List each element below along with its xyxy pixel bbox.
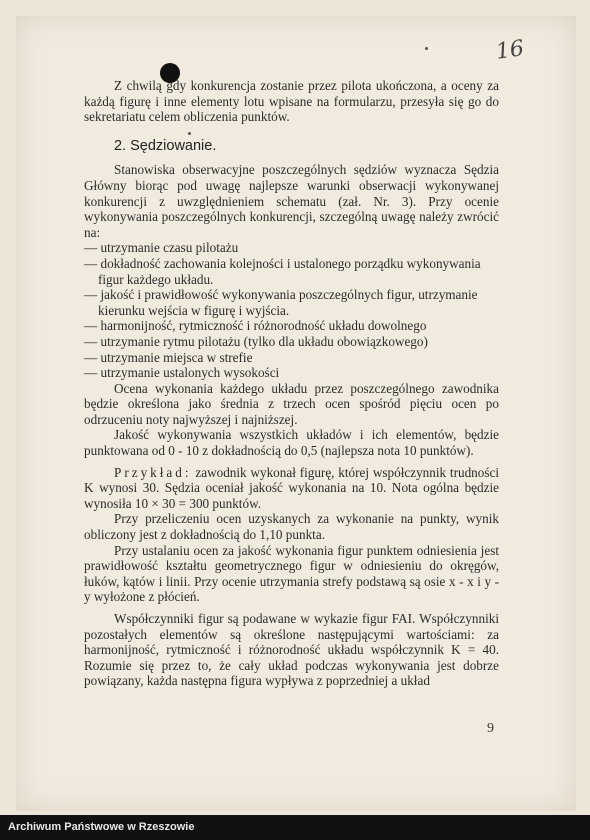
list-item: — utrzymanie rytmu pilotażu (tylko dla układu obowiązkowego) [84, 333, 428, 349]
page-number: 9 [487, 721, 494, 736]
list-item: — harmonijność, rytmiczność i różnorodność układu dowolnego [84, 318, 427, 334]
intro-paragraph: Z chwilą gdy konkurencja zostanie przez pilota ukończona, a oceny za każdą figurę i inne elementy lotu wpisane na formularzu, przesyła się go do sekretariatu celem obliczenia punktów. [84, 78, 499, 125]
paragraph-scoring-scale: Jakość wykonywania wszystkich układów i ich elementów, będzie punktowana od 0 - 10 z dokładnością do 0,5 (najlepsza nota 10 punktów). [84, 427, 499, 459]
paragraph-average-score: Ocena wykonania każdego układu przez poszczególnego zawodnika będzie określona jako średnia z trzech ocen spośród pięciu ocen po odrzuceniu noty najwyższej i najniższej. [84, 380, 499, 427]
list-item: — dokładność zachowania kolejności i ustalonego porządku wykonywania figur każdego układu. [84, 255, 481, 287]
example-paragraph [84, 465, 499, 512]
example-label: Przykład: [114, 464, 192, 480]
paragraph-judging-positions: Stanowiska obserwacyjne poszczególnych sędziów wyznacza Sędzia Główny biorąc pod uwagę najlepsze warunki obserwacji wykonywanej konkurencji z uwzględnieniem schematu (zał. Nr. 3). Przy ocenie wykonywania poszczególnych konkurencji, szczególną uwagę należy zwrócić na: [84, 162, 499, 240]
list-item: — utrzymanie czasu pilotażu [84, 240, 239, 256]
archive-label: Archiwum Państwowe w Rzeszowie [8, 821, 195, 833]
paper-speck [425, 47, 428, 50]
paragraph-coefficients: Współczynniki figur są podawane w wykazie figur FAI. Współczynniki pozostałych elementów są określone następującymi wartościami: za harmonijność, rytmiczność i różnorodność układu współczynnik K = 40. Rozumie się przez to, że cały układ podczas wykonywania jest dobrze powiązany, każda następna figura wypływa z poprzedniej a układ [84, 611, 499, 689]
paragraph-conversion: Przy przeliczeniu ocen uzyskanych za wykonanie na punkty, wynik obliczony jest z dokładnością do 1,10 punkta. [84, 511, 499, 543]
example-text: zawodnik wykonał figurę, której współczynnik trudności K wynosi 30. Sędzia oceniał jakość wykonania na 10. Nota ogólna będzie wynosiła 10 × 30 = 300 punktów. [84, 464, 500, 511]
criteria-list [84, 240, 499, 380]
archive-footer [0, 815, 590, 840]
page-text [84, 78, 499, 689]
list-item: — jakość i prawidłowość wykonywania poszczególnych figur, utrzymanie kierunku wejścia w figurę i wyjścia. [84, 287, 478, 318]
list-item: — utrzymanie miejsca w strefie [84, 349, 253, 365]
section-heading: 2. Sędziowanie. [114, 137, 217, 154]
folio-number: 16 [494, 36, 526, 65]
list-item: — utrzymanie ustalonych wysokości [84, 365, 280, 381]
paragraph-reference: Przy ustalaniu ocen za jakość wykonania figur punktem odniesienia jest prawidłowość kształtu geometrycznego figur w odniesieniu do okręgów, łuków, kątów i linii. Przy ocenie utrzymania strefy podstawą są osie x - x i y - y wyłożone z płócień. [84, 542, 499, 605]
